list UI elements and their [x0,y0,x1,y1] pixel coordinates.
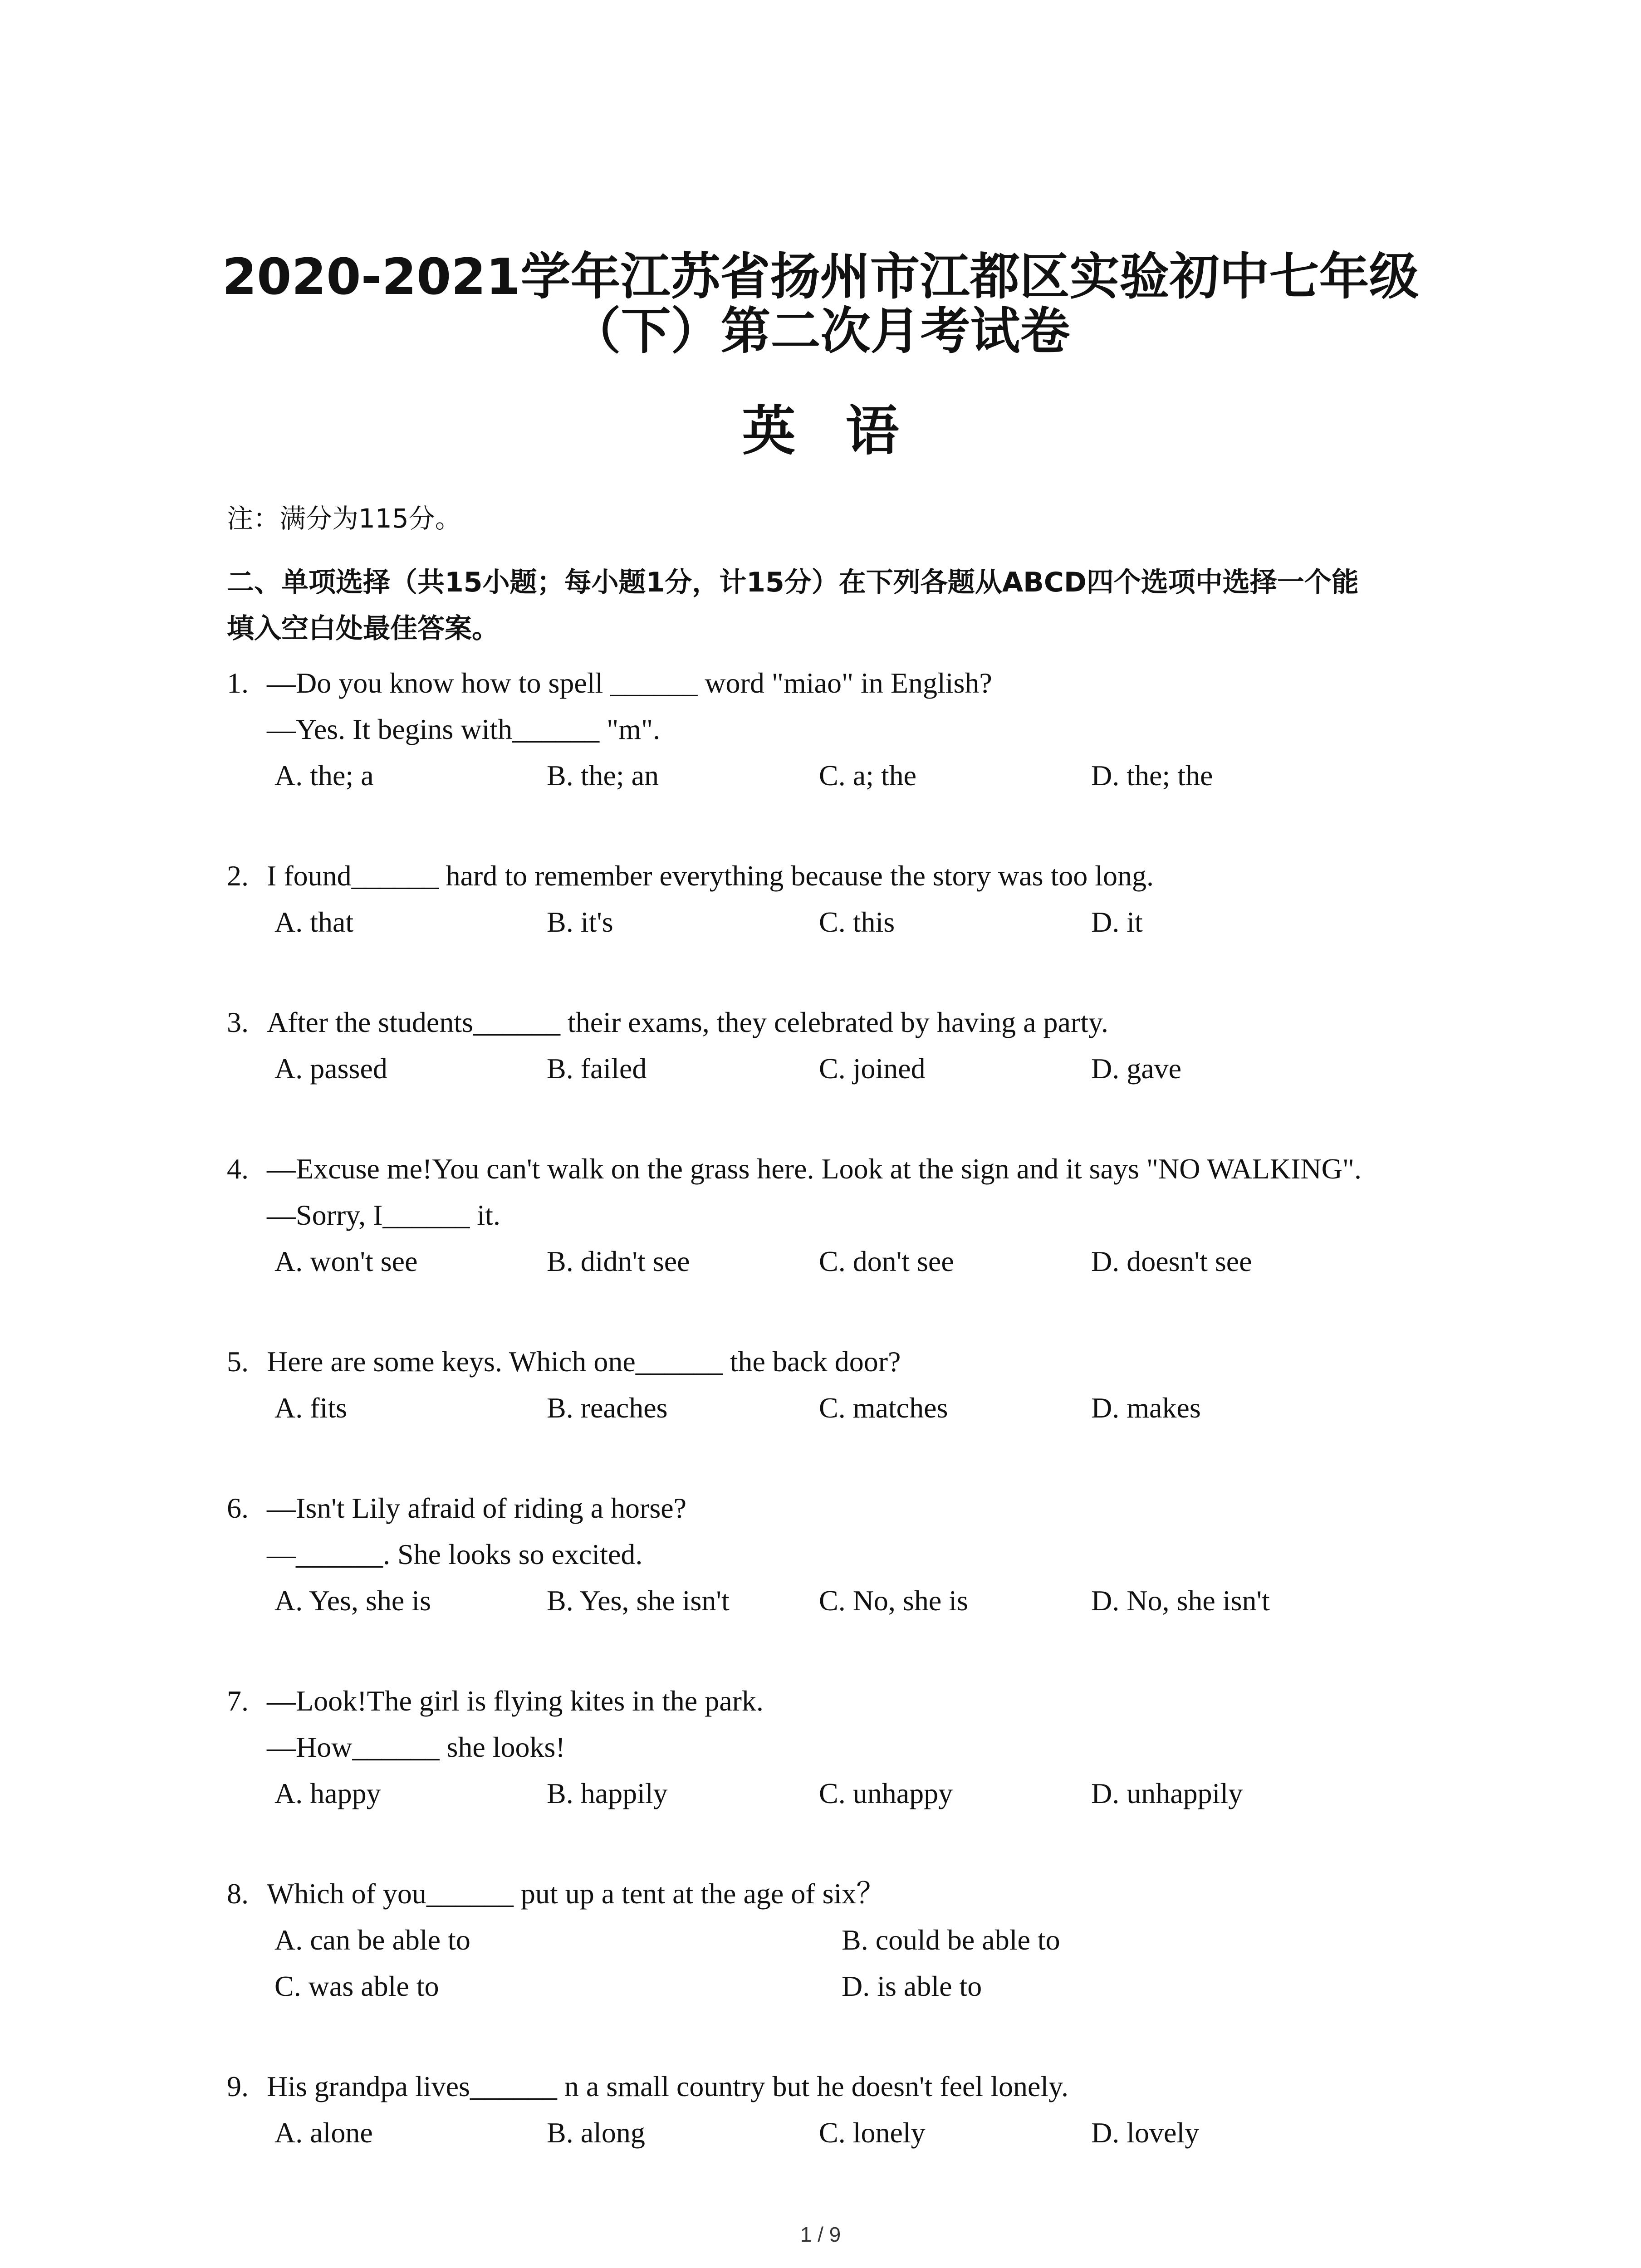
option-b[interactable]: B. could be able to [842,1924,1060,1956]
question-response-line: —How______ she looks! [267,1731,565,1763]
option-a[interactable]: A. passed [274,1052,387,1085]
option-b[interactable]: B. didn't see [547,1245,690,1277]
option-c[interactable]: C. matches [819,1392,948,1424]
question-response-line: —______. She looks so excited. [267,1538,643,1570]
question-text: After the students______ their exams, they celebrated by having a party. [267,1006,1108,1038]
option-b[interactable]: B. the; an [547,759,659,792]
page-number: 1 / 9 [800,2223,841,2246]
option-c[interactable]: C. a; the [819,759,917,792]
question-number: 6. [227,1492,249,1524]
question-number: 7. [227,1685,249,1717]
option-a[interactable]: A. won't see [274,1245,418,1277]
option-c[interactable]: C. lonely [819,2116,926,2149]
question-number: 9. [227,2070,249,2102]
score-note: 注：满分为115分。 [227,503,461,534]
question-text: Which of you______ put up a tent at the age of six？ [267,1877,886,1910]
question-stem [227,1485,686,1531]
option-c[interactable]: C. was able to [274,1970,439,2002]
title-line-1: 2020-2021学年江苏省扬州市江都区实验初中七年级 [222,248,1419,306]
option-b[interactable]: B. failed [547,1052,647,1085]
title-line-2: （下）第二次月考试卷 [571,302,1070,360]
option-d[interactable]: D. it [1091,906,1143,938]
question-text: —Look!The girl is flying kites in the park. [267,1685,764,1717]
option-c[interactable]: C. joined [819,1052,926,1085]
option-c[interactable]: C. don't see [819,1245,954,1277]
question-stem [227,1678,764,1724]
option-d[interactable]: D. No, she isn't [1091,1584,1270,1617]
question-text: I found______ hard to remember everything because the story was too long. [267,860,1154,892]
option-a[interactable]: A. happy [274,1777,381,1809]
option-a[interactable]: A. fits [274,1392,347,1424]
option-a[interactable]: A. Yes, she is [274,1584,431,1617]
option-c[interactable]: C. No, she is [819,1584,968,1617]
question-stem [227,2063,1068,2110]
question-number: 1. [227,667,249,699]
option-a[interactable]: A. alone [274,2116,373,2149]
section-heading-line-1: 二、单项选择（共15小题；每小题1分，计15分）在下列各题从ABCD四个选项中选择一个能 [227,567,1359,598]
option-d[interactable]: D. gave [1091,1052,1182,1085]
exam-title [0,249,1641,358]
question-text: —Do you know how to spell ______ word "miao" in English? [267,667,992,699]
question-stem [227,853,1154,899]
option-b[interactable]: B. happily [547,1777,668,1809]
question-stem [227,1146,1362,1192]
question-number: 8. [227,1877,249,1910]
section-heading-line-2: 填入空白处最佳答案。 [227,613,499,645]
option-c[interactable]: C. this [819,906,895,938]
option-b[interactable]: B. reaches [547,1392,668,1424]
option-b[interactable]: B. it's [547,906,613,938]
question-number: 5. [227,1345,249,1378]
option-a[interactable]: A. can be able to [274,1924,470,1956]
question-text: Here are some keys. Which one______ the back door? [267,1345,901,1378]
question-number: 4. [227,1153,249,1185]
question-response-line: —Yes. It begins with______ "m". [267,713,661,745]
option-d[interactable]: D. is able to [842,1970,982,2002]
option-a[interactable]: A. that [274,906,354,938]
option-c[interactable]: C. unhappy [819,1777,953,1809]
subject-heading: 英语 [742,400,949,462]
option-d[interactable]: D. unhappily [1091,1777,1243,1809]
question-response-line: —Sorry, I______ it. [267,1199,500,1231]
option-a[interactable]: A. the; a [274,759,374,792]
option-b[interactable]: B. Yes, she isn't [547,1584,730,1617]
option-d[interactable]: D. lovely [1091,2116,1200,2149]
question-stem [227,660,992,706]
question-stem [227,1339,901,1385]
section-heading [227,559,1452,652]
question-number: 3. [227,1006,249,1038]
option-b[interactable]: B. along [547,2116,645,2149]
option-d[interactable]: D. makes [1091,1392,1201,1424]
option-d[interactable]: D. the; the [1091,759,1213,792]
question-text: —Excuse me!You can't walk on the grass here. Look at the sign and it says "NO WALKING". [267,1153,1362,1185]
question-stem [227,1871,885,1917]
question-text: His grandpa lives______ n a small country but he doesn't feel lonely. [267,2070,1068,2102]
question-number: 2. [227,860,249,892]
question-stem [227,999,1108,1046]
option-d[interactable]: D. doesn't see [1091,1245,1252,1277]
question-text: —Isn't Lily afraid of riding a horse? [267,1492,687,1524]
